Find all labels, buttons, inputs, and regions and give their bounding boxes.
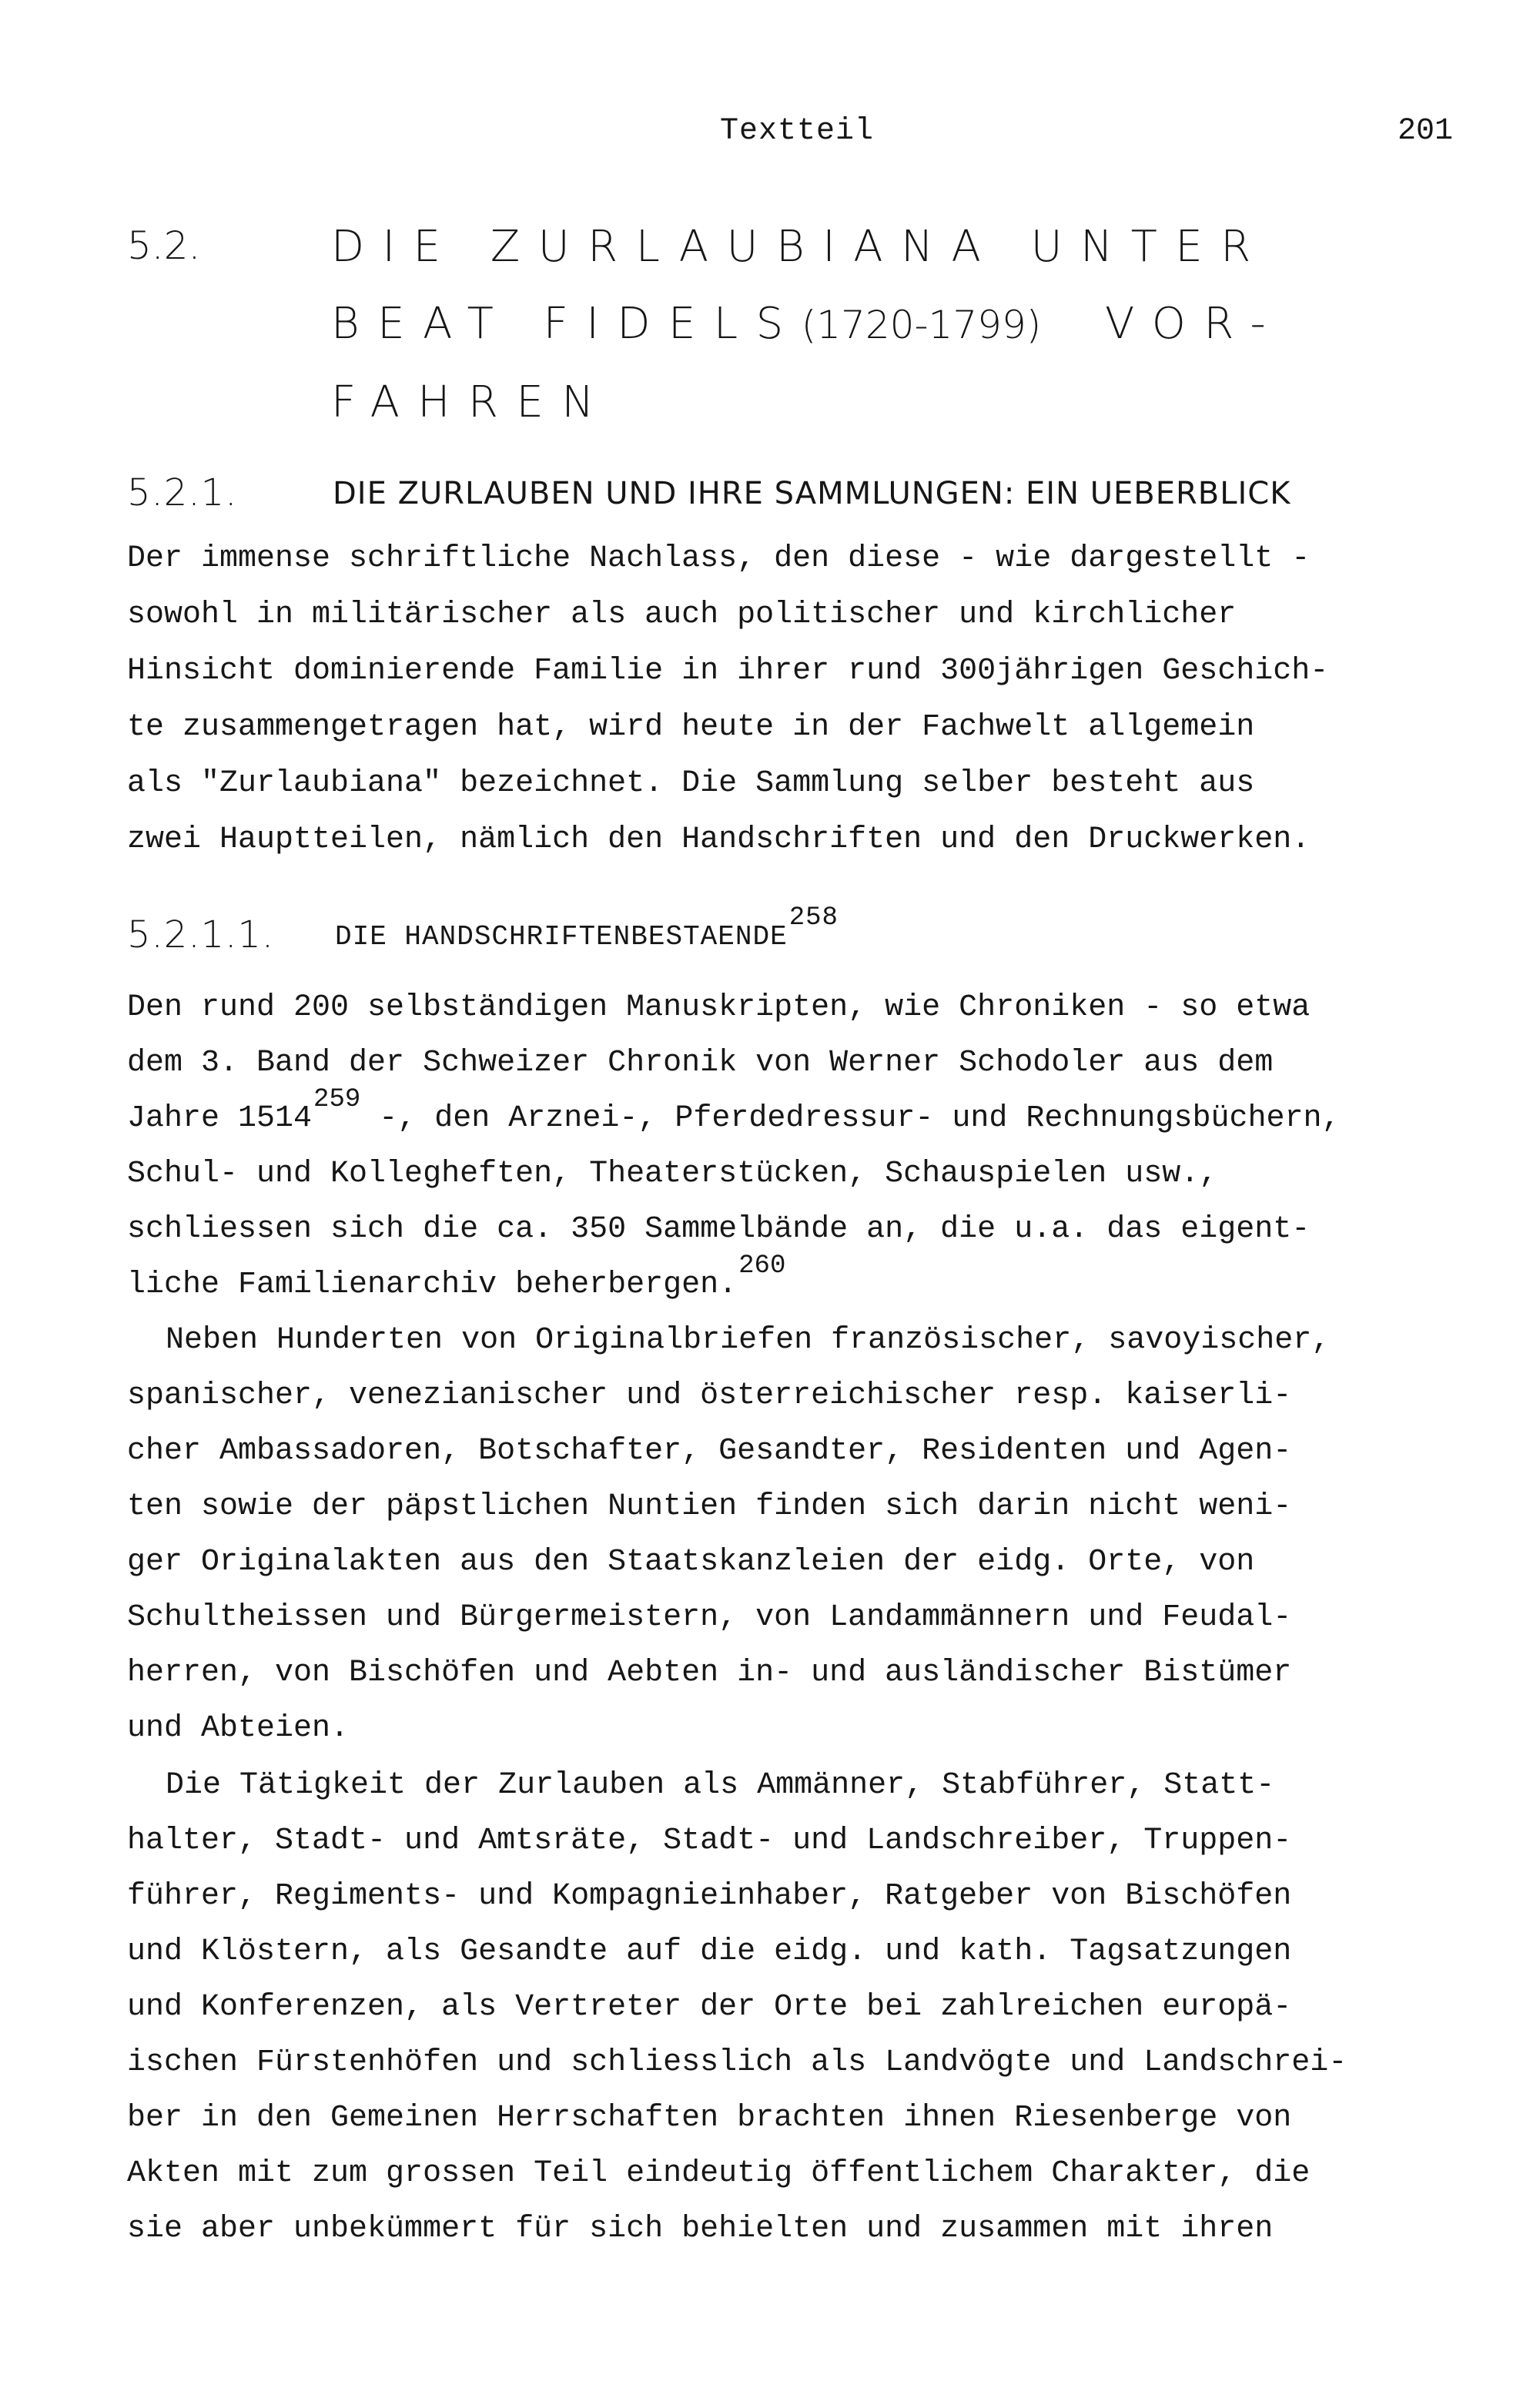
section-title-line-2-b: VOR- [1104, 299, 1284, 349]
text-line: herren, von Bischöfen und Aebten in- und ausländischer Bistümer [127, 1656, 1292, 1690]
section-title-years: (1720-1799) [801, 303, 1042, 347]
text-line: ger Originalakten aus den Staatskanzleien der eidg. Orte, von [127, 1545, 1255, 1579]
text-line: zwei Hauptteilen, nämlich den Handschriften und den Druckwerken. [127, 822, 1311, 857]
text-line: führer, Regiments- und Kompagnieinhaber, Ratgeber von Bischöfen [127, 1879, 1292, 1914]
text-span: liche Familienarchiv beherbergen. [127, 1268, 738, 1302]
subsubsection-number: 5.2.1.1. [127, 913, 275, 956]
subsubsection-title [335, 903, 839, 953]
text-line: Der immense schriftliche Nachlass, den diese - wie dargestellt - [127, 541, 1311, 576]
text-line: ischen Fürstenhöfen und schliesslich als Landvögte und Landschrei- [127, 2045, 1348, 2080]
text-line: Akten mit zum grossen Teil eindeutig öffentlichem Charakter, die [127, 2156, 1311, 2191]
text-line: als "Zurlaubiana" bezeichnet. Die Sammlung selber besteht aus [127, 766, 1255, 801]
text-line: halter, Stadt- und Amtsräte, Stadt- und Landschreiber, Truppen- [127, 1824, 1292, 1858]
footnote-ref: 259 [313, 1085, 361, 1114]
text-line: schliessen sich die ca. 350 Sammelbände an, die u.a. das eigent- [127, 1212, 1311, 1247]
text-line: Die Tätigkeit der Zurlauben als Ammänner, Stabführer, Statt- [166, 1768, 1275, 1803]
subsection-number: 5.2.1. [127, 471, 238, 514]
text-line: dem 3. Band der Schweizer Chronik von Werner Schodoler aus dem [127, 1046, 1274, 1080]
text-line: ten sowie der päpstlichen Nuntien finden sich darin nicht weni- [127, 1489, 1292, 1524]
text-line: Den rund 200 selbständigen Manuskripten, wie Chroniken - so etwa [127, 990, 1311, 1025]
section-number: 5.2. [127, 223, 201, 268]
text-line: und Klöstern, als Gesandte auf die eidg. und kath. Tagsatzungen [127, 1934, 1292, 1969]
text-line: ber in den Gemeinen Herrschaften brachten ihnen Riesenberge von [127, 2101, 1292, 2135]
footnote-ref: 258 [788, 903, 839, 933]
text-line: Schul- und Kollegheften, Theaterstücken, Schauspielen usw., [127, 1157, 1218, 1191]
text-span: -, den Arznei-, Pferdedressur- und Rechnungsbüchern, [360, 1101, 1341, 1136]
section-title-line-3: FAHREN [331, 377, 612, 427]
subsubsection-title-text: DIE HANDSCHRIFTENBESTAENDE [335, 921, 788, 953]
text-line: spanischer, venezianischer und österreichischer resp. kaiserli- [127, 1378, 1292, 1413]
text-line: sie aber unbekümmert für sich behielten und zusammen mit ihren [127, 2212, 1274, 2246]
text-span: Jahre 1514 [127, 1101, 313, 1136]
text-line: und Abteien. [127, 1711, 350, 1746]
section-title-line-2 [331, 299, 1284, 349]
text-line: sowohl in militärischer als auch politischer und kirchlicher [127, 598, 1237, 632]
page-number: 201 [1397, 114, 1453, 149]
text-line: Schultheissen und Bürgermeistern, von Landammännern und Feudal- [127, 1600, 1292, 1635]
section-title-line-2-a: BEAT FIDELS [331, 299, 802, 349]
text-line [127, 1251, 786, 1302]
text-line: Hinsicht dominierende Familie in ihrer rund 300jährigen Geschich- [127, 654, 1329, 688]
running-head: Textteil [720, 114, 875, 149]
text-line: cher Ambassadoren, Botschafter, Gesandter, Residenten und Agen- [127, 1434, 1292, 1469]
text-line: und Konferenzen, als Vertreter der Orte bei zahlreichen europä- [127, 1990, 1292, 2025]
text-line: te zusammengetragen hat, wird heute in der Fachwelt allgemein [127, 710, 1255, 745]
section-title-line-1: DIE ZURLAUBIANA UNTER [331, 222, 1269, 272]
text-line: Neben Hunderten von Originalbriefen französischer, savoyischer, [166, 1323, 1331, 1358]
text-line [127, 1085, 1341, 1136]
subsection-title: DIE ZURLAUBEN UND IHRE SAMMLUNGEN: EIN UEBERBLICK [333, 476, 1291, 511]
footnote-ref: 260 [738, 1251, 786, 1281]
